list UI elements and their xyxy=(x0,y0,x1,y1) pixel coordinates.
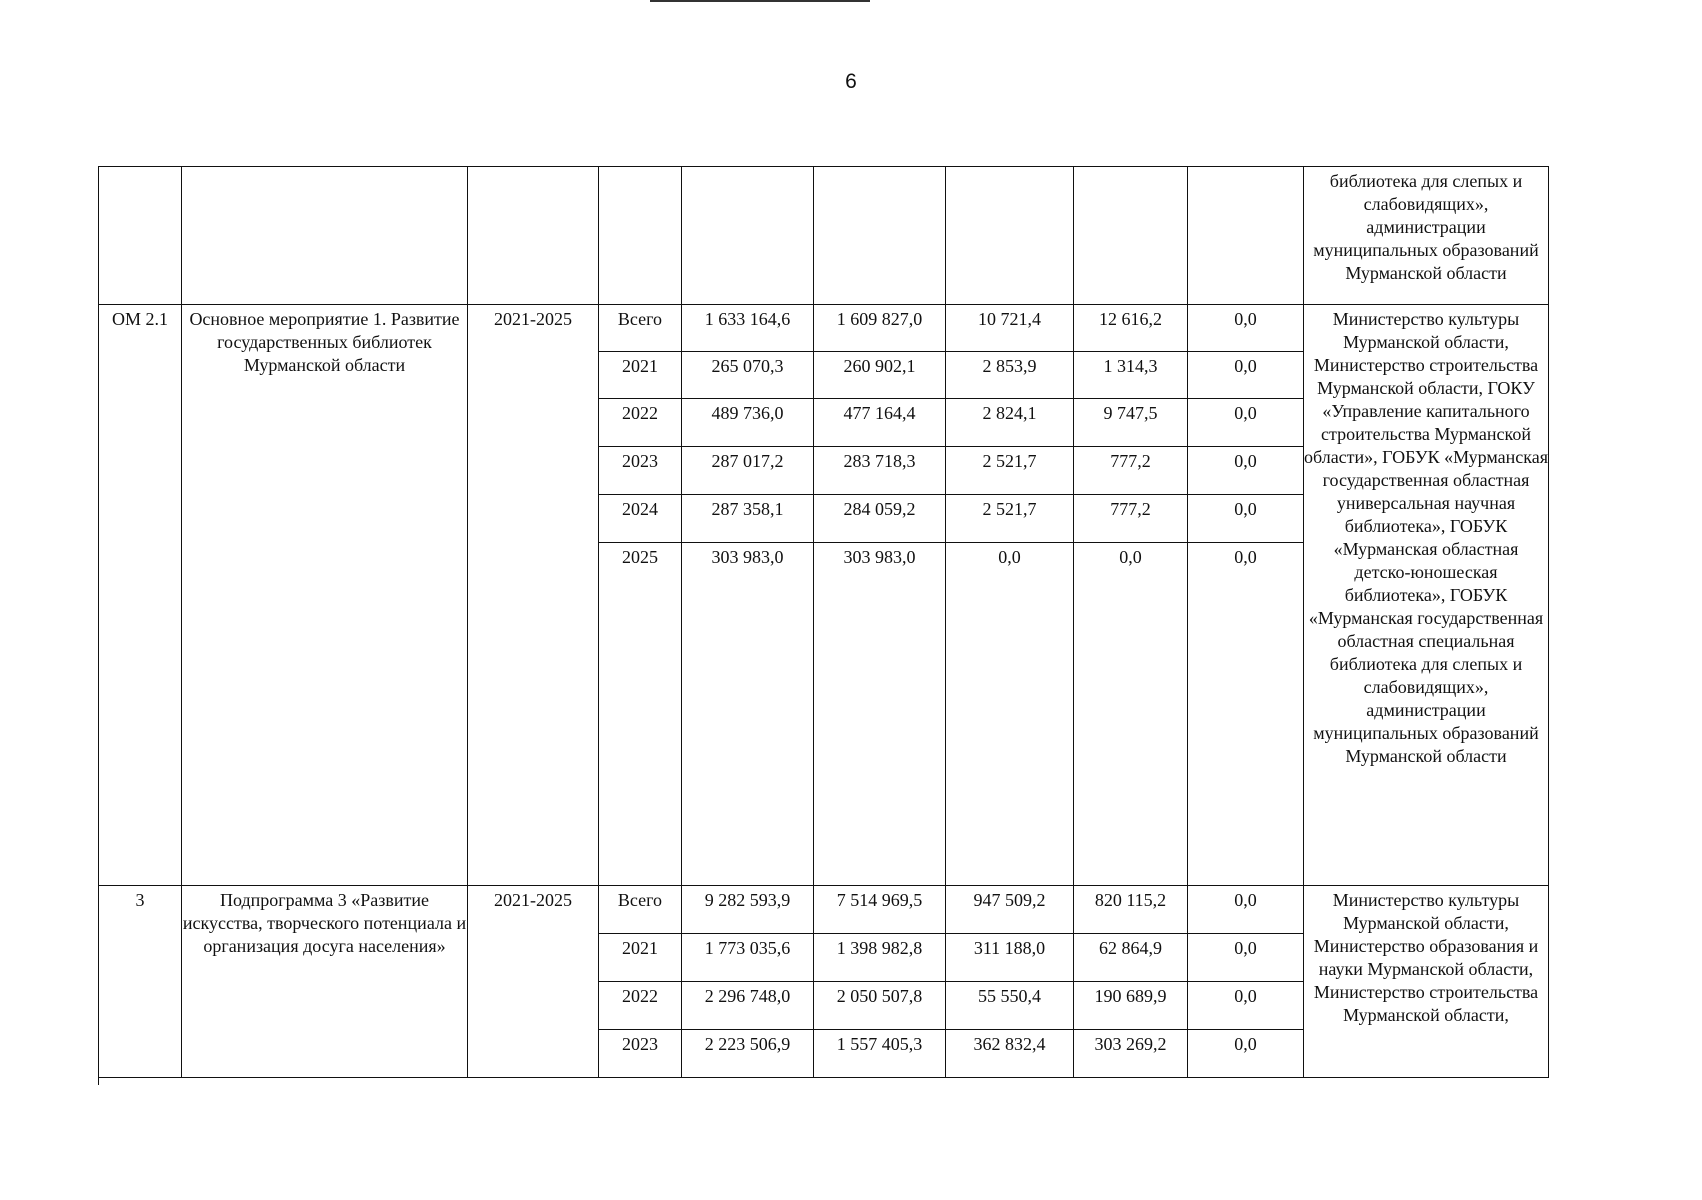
om21-row-3-col-2: 283 718,3 xyxy=(814,447,946,495)
sp3-row-2-col-2: 2 050 507,8 xyxy=(814,982,946,1030)
om21-row-3-col-3: 2 521,7 xyxy=(946,447,1074,495)
sp3-row-2-col-4: 190 689,9 xyxy=(1074,982,1188,1030)
table-cell-empty xyxy=(1188,167,1304,305)
om21-row-4-col-3: 2 521,7 xyxy=(946,495,1074,543)
sp3-row-3-col-2: 1 557 405,3 xyxy=(814,1030,946,1078)
table-cell-empty xyxy=(946,167,1074,305)
om21-period-cell: 2021-2025 xyxy=(468,305,599,886)
top-edge-line xyxy=(650,0,870,2)
sp3-row-1-col-0: 2021 xyxy=(599,934,682,982)
om21-row-2-col-3: 2 824,1 xyxy=(946,399,1074,447)
sp3-row-2-col-3: 55 550,4 xyxy=(946,982,1074,1030)
om21-row-2-col-5: 0,0 xyxy=(1188,399,1304,447)
om21-executors-cell: Министерство культуры Мурманской области, Министерство строительства Мурманской области, ГОКУ «Управление капитального строительства Мурманской области», ГОБУК «Мурманская государственная областная универсальная научная библиотека», ГОБУК «Мурманская областная детско-юношеская библиотека», ГОБУК «Мурманская государственная областная специальная библиотека для слепых и слабовидящих», администрации муниципальных образований Мурманской области xyxy=(1304,305,1549,886)
sp3-row-1-col-4: 62 864,9 xyxy=(1074,934,1188,982)
sp3-name-cell: Подпрограмма 3 «Развитие искусства, творческого потенциала и организация досуга населения» xyxy=(182,886,468,1078)
om21-row-5-col-5: 0,0 xyxy=(1188,543,1304,886)
sp3-row-1-col-1: 1 773 035,6 xyxy=(682,934,814,982)
sp3-row-1-col-5: 0,0 xyxy=(1188,934,1304,982)
table-cell-empty xyxy=(468,167,599,305)
sp3-row-2-col-5: 0,0 xyxy=(1188,982,1304,1030)
sp3-row-0-col-1: 9 282 593,9 xyxy=(682,886,814,934)
sp3-row-0-col-0: Всего xyxy=(599,886,682,934)
om21-row-1-col-4: 1 314,3 xyxy=(1074,352,1188,399)
sp3-row-3-col-1: 2 223 506,9 xyxy=(682,1030,814,1078)
sp3-row-0-col-2: 7 514 969,5 xyxy=(814,886,946,934)
om21-row-5-col-2: 303 983,0 xyxy=(814,543,946,886)
om21-row-4-col-4: 777,2 xyxy=(1074,495,1188,543)
table-cell-empty xyxy=(182,167,468,305)
om21-row-2-col-1: 489 736,0 xyxy=(682,399,814,447)
om21-row-1-col-1: 265 070,3 xyxy=(682,352,814,399)
executors-cell-continued: библиотека для слепых и слабовидящих», администрации муниципальных образований Мурманской области xyxy=(1304,167,1549,305)
om21-row-0-col-4: 12 616,2 xyxy=(1074,305,1188,352)
sp3-row-2-col-0: 2022 xyxy=(599,982,682,1030)
sp3-row-0-col-4: 820 115,2 xyxy=(1074,886,1188,934)
table-cell-empty xyxy=(814,167,946,305)
page-number: 6 xyxy=(845,70,857,93)
sp3-code-cell: 3 xyxy=(99,886,182,1078)
om21-row-0-col-3: 10 721,4 xyxy=(946,305,1074,352)
om21-row-5-col-0: 2025 xyxy=(599,543,682,886)
sp3-row-3-col-3: 362 832,4 xyxy=(946,1030,1074,1078)
om21-row-4-col-1: 287 358,1 xyxy=(682,495,814,543)
budget-table xyxy=(98,166,1549,1085)
sp3-row-0-col-5: 0,0 xyxy=(1188,886,1304,934)
om21-row-0-col-2: 1 609 827,0 xyxy=(814,305,946,352)
table-cell-empty xyxy=(682,167,814,305)
om21-row-1-col-2: 260 902,1 xyxy=(814,352,946,399)
om21-row-0-col-0: Всего xyxy=(599,305,682,352)
om21-row-1-col-0: 2021 xyxy=(599,352,682,399)
sp3-row-2-col-1: 2 296 748,0 xyxy=(682,982,814,1030)
om21-row-3-col-0: 2023 xyxy=(599,447,682,495)
table-cell-empty xyxy=(599,167,682,305)
om21-row-5-col-3: 0,0 xyxy=(946,543,1074,886)
om21-row-1-col-3: 2 853,9 xyxy=(946,352,1074,399)
om21-row-2-col-0: 2022 xyxy=(599,399,682,447)
sp3-period-cell: 2021-2025 xyxy=(468,886,599,1078)
om21-name-cell: Основное мероприятие 1. Развитие государственных библиотек Мурманской области xyxy=(182,305,468,886)
sp3-row-3-col-4: 303 269,2 xyxy=(1074,1030,1188,1078)
sp3-row-1-col-2: 1 398 982,8 xyxy=(814,934,946,982)
om21-row-0-col-1: 1 633 164,6 xyxy=(682,305,814,352)
om21-row-0-col-5: 0,0 xyxy=(1188,305,1304,352)
sp3-row-3-col-5: 0,0 xyxy=(1188,1030,1304,1078)
om21-row-3-col-4: 777,2 xyxy=(1074,447,1188,495)
om21-row-2-col-2: 477 164,4 xyxy=(814,399,946,447)
om21-row-4-col-0: 2024 xyxy=(599,495,682,543)
table-cell-empty xyxy=(99,167,182,305)
sp3-row-3-col-0: 2023 xyxy=(599,1030,682,1078)
om21-row-4-col-2: 284 059,2 xyxy=(814,495,946,543)
table-cell-empty xyxy=(1074,167,1188,305)
sp3-row-1-col-3: 311 188,0 xyxy=(946,934,1074,982)
om21-row-3-col-5: 0,0 xyxy=(1188,447,1304,495)
om21-row-2-col-4: 9 747,5 xyxy=(1074,399,1188,447)
sp3-row-0-col-3: 947 509,2 xyxy=(946,886,1074,934)
om21-row-1-col-5: 0,0 xyxy=(1188,352,1304,399)
om21-row-5-col-1: 303 983,0 xyxy=(682,543,814,886)
om21-row-3-col-1: 287 017,2 xyxy=(682,447,814,495)
om21-row-4-col-5: 0,0 xyxy=(1188,495,1304,543)
sp3-executors-cell: Министерство культуры Мурманской области, Министерство образования и науки Мурманской области, Министерство строительства Мурманской области, xyxy=(1304,886,1549,1078)
om21-row-5-col-4: 0,0 xyxy=(1074,543,1188,886)
om21-code-cell: ОМ 2.1 xyxy=(99,305,182,886)
